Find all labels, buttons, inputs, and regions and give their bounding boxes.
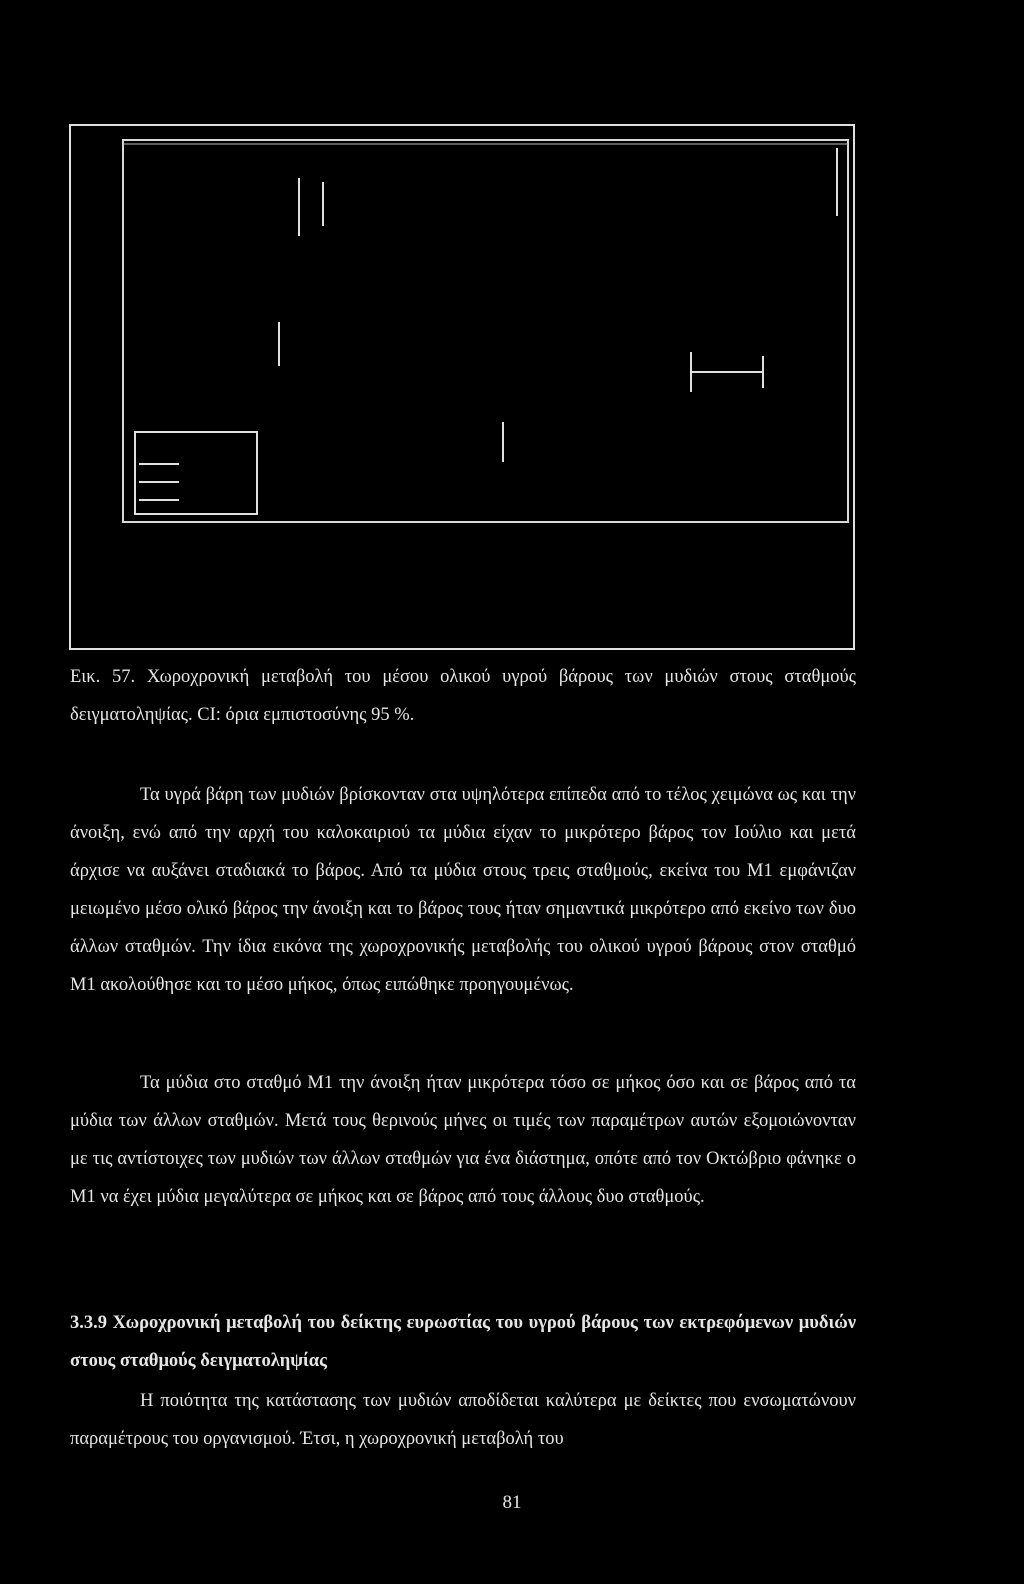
figure-frame <box>69 124 855 650</box>
plot-area-border <box>123 140 848 522</box>
caption-text: Εικ. 57. Χωροχρονική μεταβολή του μέσου ολικού υγρού βάρους των μυδιών στους σταθμούς δειγματοληψίας. CI: όρια εμπιστοσύνης 95 %. <box>70 667 856 725</box>
legend-box <box>135 432 257 514</box>
section-heading-text: 3.3.9 Χωροχρονική μεταβολή του δείκτης ευρωστίας του υγρού βάρους των εκτρεφόμενων μυδιών στους σταθμούς δειγματοληψίας <box>70 1313 856 1371</box>
figure-chart <box>71 126 853 648</box>
paragraph-3 <box>70 1382 856 1458</box>
page-number: 81 <box>502 1492 522 1513</box>
paragraph-2-text: Τα μύδια στο σταθμό Μ1 την άνοιξη ήταν μικρότερα τόσο σε μήκος όσο και σε βάρος από τα μύδια των άλλων σταθμών. Μετά τους θερινούς μήνες οι τιμές των παραμέτρων αυτών εξομοιώνονταν με τις αντίστοιχες των μυδιών των άλλων σταθμών για ένα διάστημα, οπότε από τον Οκτώβριο φάνηκε ο Μ1 να έχει μύδια μεγαλύτερα σε μήκος και σε βάρος από τους άλλους δυο σταθμούς. <box>70 1073 856 1207</box>
paragraph-1 <box>70 776 856 1004</box>
paragraph-3-text: Η ποιότητα της κατάστασης των μυδιών αποδίδεται καλύτερα με δείκτες που ενσωματώνουν παραμέτρους του οργανισμού. Έτσι, η χωροχρονική μεταβολή του <box>70 1391 856 1449</box>
paragraph-1-text: Τα υγρά βάρη των μυδιών βρίσκονταν στα υψηλότερα επίπεδα από το τέλος χειμώνα ως και την άνοιξη, ενώ από την αρχή του καλοκαιριού τα μύδια είχαν το μικρότερο βάρος τον Ιούλιο και μετά άρχισε να αυξάνει σταδιακά το βάρος. Από τα μύδια στους τρεις σταθμούς, εκείνα του Μ1 εμφάνιζαν μειωμένο μέσο ολικό βάρος την άνοιξη και το βάρος τους ήταν σημαντικά μικρότερο από εκείνο των δυο άλλων σταθμών. Την ίδια εικόνα της χωροχρονικής μεταβολής του ολικού υγρού βάρους στον σταθμό Μ1 ακολούθησε και το μέσο μήκος, όπως ειπώθηκε προηγουμένως. <box>70 785 856 995</box>
section-heading <box>70 1304 856 1380</box>
paragraph-2 <box>70 1064 856 1216</box>
figure-caption <box>70 658 856 734</box>
